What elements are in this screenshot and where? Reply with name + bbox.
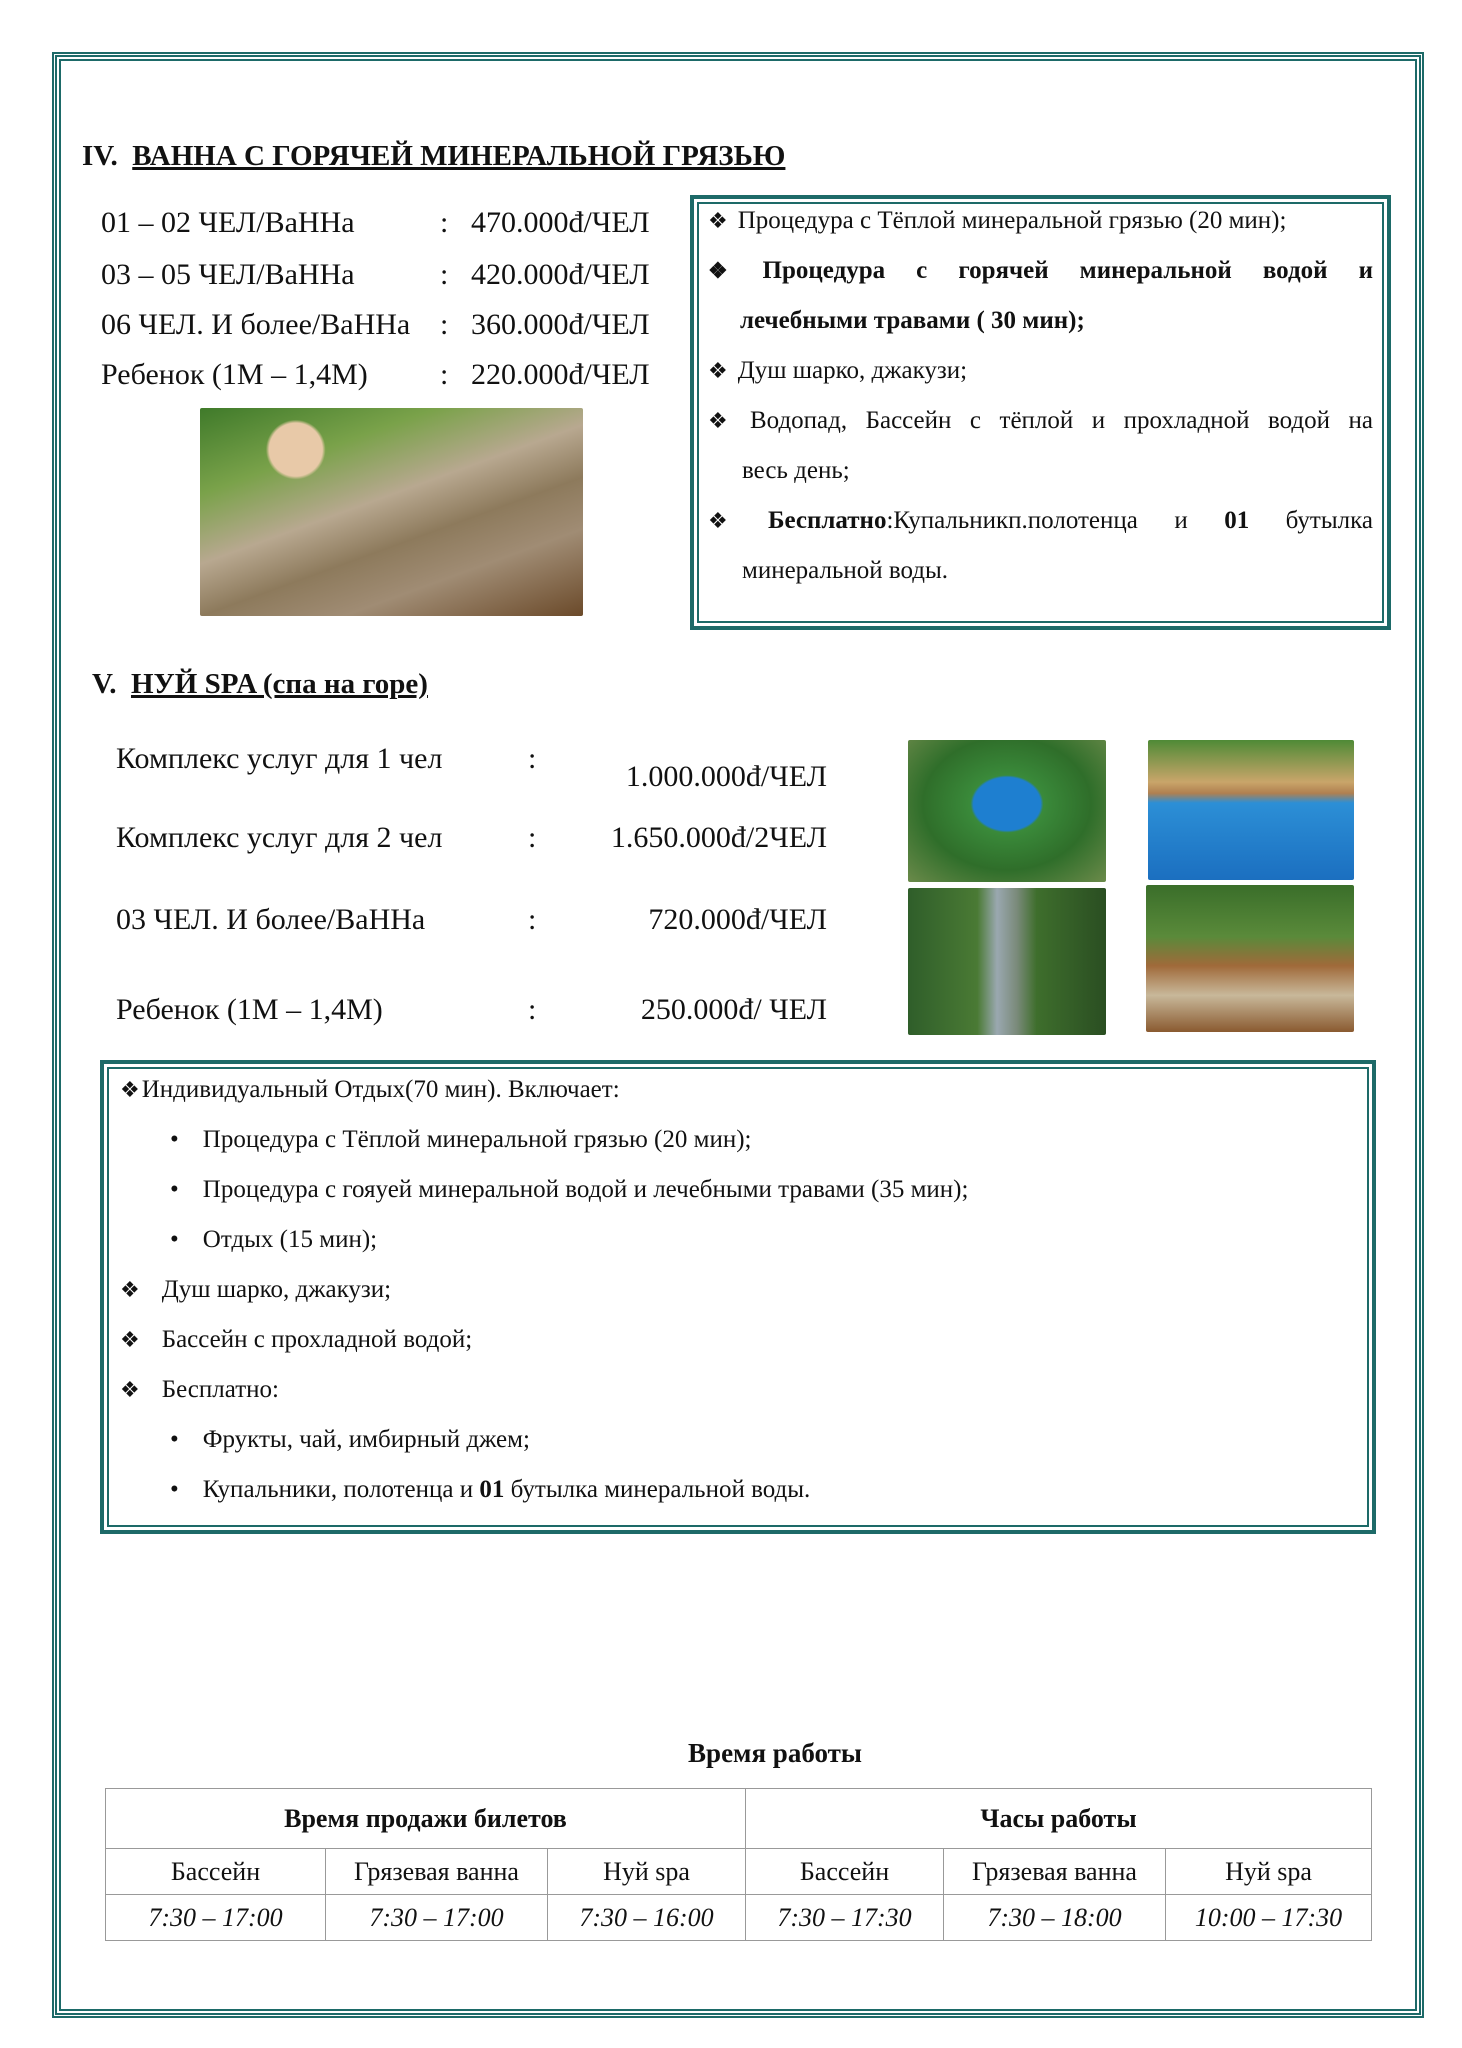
colon: :	[528, 742, 537, 775]
sub-item: • Процедура с гояуей минеральной водой и лечебными травами (35 мин);	[170, 1176, 969, 1203]
bullet-icon: •	[170, 1476, 179, 1503]
diamond-bullet-icon: ❖	[120, 1277, 140, 1302]
price-label: Ребенок (1М – 1,4М)	[101, 358, 368, 391]
colon: :	[528, 903, 537, 936]
price-label: Ребенок (1М – 1,4М)	[116, 993, 383, 1026]
colon: :	[528, 993, 537, 1026]
time-cell: 7:30 – 17:00	[326, 1895, 548, 1941]
mud-tub-photo	[1146, 885, 1354, 1032]
column-header: Нуй spa	[548, 1849, 746, 1895]
section-4-heading: IV. ВАННА С ГОРЯЧЕЙ МИНЕРАЛЬНОЙ ГРЯЗЬЮ	[82, 140, 786, 172]
price-value: 360.000đ/ЧЕЛ	[471, 308, 650, 341]
feature-item: ❖ Бассейн с прохладной водой;	[120, 1326, 473, 1353]
column-header: Нуй spa	[1166, 1849, 1372, 1895]
column-header: Бассейн	[106, 1849, 326, 1895]
time-cell: 7:30 – 17:00	[106, 1895, 326, 1941]
feature-item: ❖Индивидуальный Отдых(70 мин). Включает:	[120, 1076, 620, 1103]
time-cell: 7:30 – 17:30	[746, 1895, 944, 1941]
price-label: 01 – 02 ЧЕЛ/ВаННа	[101, 206, 355, 239]
mountain-walkway-photo	[908, 888, 1106, 1035]
colon: :	[440, 206, 449, 239]
time-cell: 7:30 – 18:00	[944, 1895, 1166, 1941]
colon: :	[528, 821, 537, 854]
feature-item-continued: минеральной воды.	[742, 557, 949, 584]
diamond-bullet-icon: ❖	[708, 508, 758, 533]
sub-item: • Фрукты, чай, имбирный джем;	[170, 1426, 530, 1453]
price-value: 1.000.000đ/ЧЕЛ	[625, 760, 827, 793]
price-value: 250.000đ/ ЧЕЛ	[640, 993, 827, 1026]
feature-item: ❖ Процедура с горячей минеральной водой и	[708, 257, 1373, 284]
feature-item-continued: весь день;	[742, 457, 850, 484]
column-header: Грязевая ванна	[326, 1849, 548, 1895]
colon: :	[440, 258, 449, 291]
colon: :	[440, 308, 449, 341]
diamond-bullet-icon: ❖	[120, 1377, 140, 1402]
price-value: 470.000đ/ЧЕЛ	[471, 206, 650, 239]
time-cell: 7:30 – 16:00	[548, 1895, 746, 1941]
feature-item: ❖ Процедура с Тёплой минеральной грязью (20 мин);	[708, 207, 1287, 234]
bullet-icon: •	[170, 1126, 179, 1153]
diamond-bullet-icon: ❖	[120, 1077, 140, 1102]
colon: :	[440, 358, 449, 391]
sub-item: • Отдых (15 мин);	[170, 1226, 378, 1253]
feature-item: ❖ Душ шарко, джакузи;	[120, 1276, 392, 1303]
price-label: 03 – 05 ЧЕЛ/ВаННа	[101, 258, 355, 291]
feature-item: ❖ Бесплатно:	[120, 1376, 279, 1403]
sub-item: • Купальники, полотенца и 01 бутылка минеральной воды.	[170, 1476, 811, 1503]
group-header-opening-hours: Часы работы	[746, 1789, 1372, 1849]
sub-item: • Процедура с Тёплой минеральной грязью (20 мин);	[170, 1126, 752, 1153]
price-label: 03 ЧЕЛ. И более/ВаННа	[116, 903, 426, 936]
diamond-bullet-icon: ❖	[708, 408, 740, 433]
table-row	[106, 1895, 1372, 1941]
table-group-header-row	[106, 1789, 1372, 1849]
mud-bath-features-box	[690, 195, 1391, 630]
diamond-bullet-icon: ❖	[708, 358, 728, 383]
price-value: 420.000đ/ЧЕЛ	[471, 258, 650, 291]
feature-item: ❖ Бесплатно:Купальникп.полотенца и 01 бутылка	[708, 507, 1373, 534]
mud-bath-photo	[200, 408, 583, 616]
table-header-row	[106, 1849, 1372, 1895]
column-header: Бассейн	[746, 1849, 944, 1895]
bullet-icon: •	[170, 1226, 179, 1253]
section-5-heading: V. НУЙ SPA (спа на горе)	[92, 668, 428, 700]
hours-table	[105, 1788, 1372, 1941]
bullet-icon: •	[170, 1176, 179, 1203]
diamond-bullet-icon: ❖	[120, 1327, 140, 1352]
spa-pool-aerial-photo	[908, 740, 1106, 882]
spa-features-box	[100, 1060, 1376, 1534]
bullet-icon: •	[170, 1426, 179, 1453]
spa-pool-photo	[1148, 740, 1354, 880]
column-header: Грязевая ванна	[944, 1849, 1166, 1895]
price-value: 720.000đ/ЧЕЛ	[648, 903, 827, 936]
price-label: Комплекс услуг для 2 чел	[116, 821, 443, 854]
price-label: 06 ЧЕЛ. И более/ВаННа	[101, 308, 411, 341]
group-header-ticket-sales: Время продажи билетов	[106, 1789, 746, 1849]
feature-item: ❖ Водопад, Бассейн с тёплой и прохладной водой на	[708, 407, 1373, 434]
diamond-bullet-icon: ❖	[708, 208, 728, 233]
hours-title: Время работы	[688, 1738, 862, 1768]
price-value: 220.000đ/ЧЕЛ	[471, 358, 650, 391]
feature-item-continued: лечебными травами ( 30 мин);	[740, 307, 1085, 334]
price-label: Комплекс услуг для 1 чел	[116, 742, 443, 775]
feature-item: ❖ Душ шарко, джакузи;	[708, 357, 968, 384]
price-value: 1.650.000đ/2ЧЕЛ	[610, 821, 827, 854]
diamond-bullet-icon: ❖	[708, 258, 753, 283]
time-cell: 10:00 – 17:30	[1166, 1895, 1372, 1941]
